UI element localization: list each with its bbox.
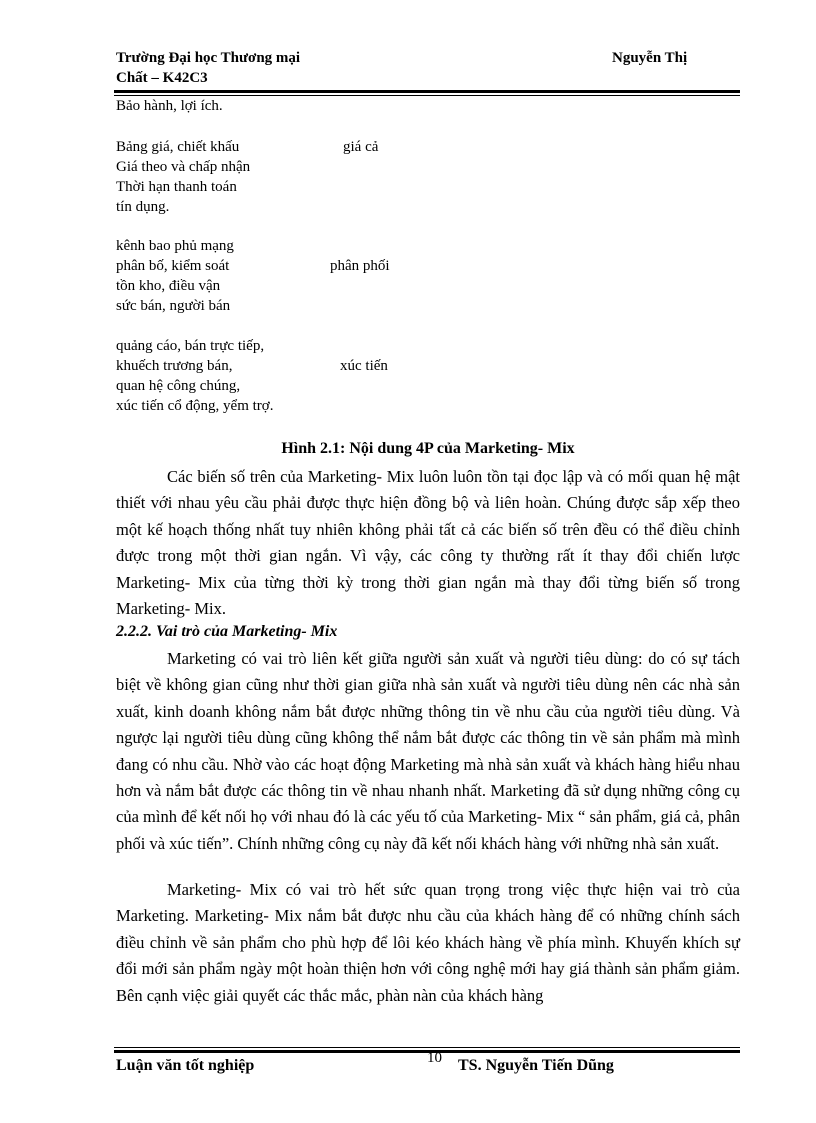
footer-left: Luận văn tốt nghiệp bbox=[116, 1057, 255, 1074]
figure-label-promotion: xúc tiến bbox=[340, 358, 388, 374]
paragraph-text: Marketing có vai trò liên kết giữa người sản xuất và người tiêu dùng: do có sự tách biệt về không gian cũng như thời gian giữa nhà sản xuất và người tiêu dùng nên các nhà sản xuất, kinh doanh không nắm bắt được những thông tin về nhu cầu của người tiêu dùng. Và ngược lại người tiêu dùng cũng không thể nắm bắt được các thông tin về sản phẩm mà mình đang có nhu cầu. Nhờ vào các hoạt động Marketing mà nhà sản xuất và khách hàng hiểu nhau hơn và nắm bắt được các thông tin về nhau nhanh nhất. Marketing đã sử dụng những công cụ của mình để kết nối họ với nhau đó là các yếu tố của Marketing- Mix “ sản phẩm, giá cả, phân phối và xúc tiến”. Chính những công cụ này đã kết nối khách hàng với những nhà sản xuất. bbox=[116, 649, 740, 853]
figure-item: tín dụng. bbox=[116, 199, 170, 215]
figure-item: sức bán, người bán bbox=[116, 298, 231, 314]
section-heading: 2.2.2. Vai trò của Marketing- Mix bbox=[116, 623, 338, 640]
figure-item: kênh bao phủ mạng bbox=[116, 238, 234, 254]
body-paragraph-2 bbox=[116, 646, 740, 857]
figure-item: phân bố, kiểm soát bbox=[116, 258, 230, 274]
figure-caption: Hình 2.1: Nội dung 4P của Marketing- Mix bbox=[281, 440, 575, 457]
figure-item: Giá theo và chấp nhận bbox=[116, 159, 251, 175]
page-number: 10 bbox=[427, 1050, 442, 1066]
figure-label-place: phân phối bbox=[330, 258, 390, 274]
body-paragraph-3 bbox=[116, 877, 740, 1009]
header-rule-thick bbox=[114, 90, 740, 93]
figure-item: quảng cáo, bán trực tiếp, bbox=[116, 338, 265, 354]
footer-right: TS. Nguyễn Tiến Dũng bbox=[458, 1057, 614, 1074]
figure-label-price: giá cả bbox=[343, 139, 379, 155]
header-school: Trường Đại học Thương mại bbox=[116, 50, 301, 66]
figure-item: Bảo hành, lợi ích. bbox=[116, 98, 223, 114]
figure-item: Bảng giá, chiết khấu bbox=[116, 139, 240, 155]
paragraph-text: Các biến số trên của Marketing- Mix luôn luôn tồn tại đọc lập và có mối quan hệ mật thiết với nhau yêu cầu phải được thực hiện đồng bộ và liên hoàn. Chúng được sắp xếp theo một kế hoạch thống nhất tuy nhiên không phải tất cả các biến số trên đều có thể điều chỉnh được trong một thời gian ngắn. Vì vậy, các công ty thường rất ít thay đổi chiến lược Marketing- Mix của từng thời kỳ trong thời gian ngắn mà thay đổi từng biến số trong Marketing- Mix. bbox=[116, 467, 740, 619]
paragraph-text: Marketing- Mix có vai trò hết sức quan trọng trong việc thực hiện vai trò của Marketing. Marketing- Mix nắm bắt được nhu cầu của khách hàng để có những chính sách điều chỉnh về sản phẩm cho phù hợp để lôi kéo khách hàng về phía mình. Khuyến khích sự đổi mới sản phẩm ngày một hoàn thiện hơn với công nghệ mới hay giá thành sản phẩm giảm. Bên cạnh việc giải quyết các thắc mắc, phàn nàn của khách hàng bbox=[116, 880, 740, 1005]
figure-item: tồn kho, điều vận bbox=[116, 278, 221, 294]
footer-rule-thin bbox=[114, 1047, 740, 1048]
figure-item: quan hệ công chúng, bbox=[116, 378, 241, 394]
figure-item: khuếch trương bán, bbox=[116, 358, 233, 374]
body-paragraph-1 bbox=[116, 464, 740, 622]
header-author-first: Nguyễn Thị bbox=[612, 50, 688, 66]
figure-item: xúc tiến cổ động, yểm trợ. bbox=[116, 398, 274, 414]
header-author-second: Chất – K42C3 bbox=[116, 70, 208, 86]
figure-item: Thời hạn thanh toán bbox=[116, 179, 237, 195]
